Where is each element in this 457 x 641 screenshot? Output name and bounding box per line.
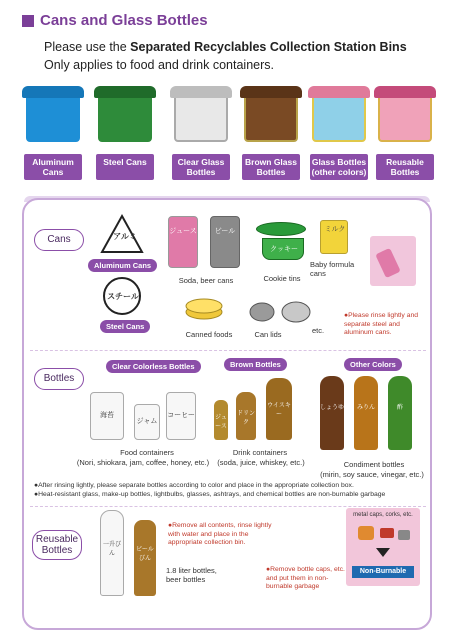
bin-aluminum-lid [22,86,84,98]
brown-text-3: ウイスキー [267,403,291,418]
bin-other-glass-lid [308,86,370,98]
can-lids-icon [248,298,318,328]
reusable-note-1: ● Remove all contents, rinse lightly with water and place in the appropriate collection bin. [168,522,278,548]
non-burnable-label: Non-Burnable [352,566,414,578]
reusable-note-2: ● Remove bottle caps, etc. and put them in non-burnable garbage [266,566,346,592]
soda-can-text: ジュース [169,228,197,235]
pill-aluminum-cans: Aluminum Cans [88,259,157,272]
bin-brown-glass-lid [240,86,302,98]
caption-drink-detail: (soda, juice, whiskey, etc.) [217,458,305,467]
pill-brown-bottles: Brown Bottles [224,358,287,371]
other-text-1: しょうゆ [320,405,345,411]
divider-2 [30,506,426,507]
caption-cookie: Cookie tins [263,274,301,283]
pill-steel-cans: Steel Cans [100,320,150,333]
caption-food: Food containers [120,448,174,457]
caption-food-detail: (Nori, shiokara, jam, coffee, honey, etc.) [76,458,210,467]
caption-etc: etc. [311,326,325,335]
subtitle-prefix: Please use the [44,40,131,54]
bin-reusable-lid [374,86,436,98]
subtitle-bold: Separated Recyclables Collection Station Bins [130,40,407,54]
jar-text-jam: ジャム [136,418,158,425]
caps-corks-caption: metal caps, corks, etc. [353,512,413,518]
caption-lids: Can lids [254,330,282,339]
bin-aluminum-body [26,92,80,142]
baby-can-text: ミルク [324,226,346,233]
caption-reusable: 1.8 liter bottles, beer bottles [166,566,217,584]
pill-clear-bottles: Clear Colorless Bottles [106,360,201,373]
beer-bottle-illustration [134,520,156,596]
bin-clear-glass-lid [170,86,232,98]
caption-canned: Canned foods [185,330,233,339]
bin-reusable-body [378,92,432,142]
rinse-can-illustration [370,236,416,286]
bin-other-glass-label: Glass Bottles (other colors) [310,154,368,180]
steel-mark-text: スチール [107,292,139,301]
brown-text-2: ドリンク [236,411,255,426]
section-label-cans: Cans [34,229,84,251]
arrow-down-icon [376,548,390,557]
section-label-reusable [32,530,82,560]
baby-formula-can-illustration [320,220,348,254]
caption-baby: Baby formula cans [310,260,355,278]
cookie-tin-text: クッキー [270,246,298,253]
other-text-2: みりん [356,405,375,411]
caption-condiment: Condiment bottles [343,460,405,469]
metal-cap-icon [380,528,394,538]
section-label-bottles: Bottles [34,368,84,390]
caption-soda-beer: Soda, beer cans [178,276,234,285]
bin-reusable-label: Reusable Bottles [376,154,434,180]
divider-1 [30,350,426,351]
sake-bottle-illustration [100,510,124,596]
clear-jar-jam [134,404,160,440]
aluminum-mark-text: アルミ [113,232,137,241]
bottles-note-1: ● After rinsing lightly, please separate bottles according to color and place in the appropriate collection box. [34,482,430,491]
beer-can-illustration [210,216,240,268]
cookie-tin-lid-illustration [256,222,306,236]
canned-food-icon [184,298,224,328]
soda-can-illustration [168,216,198,268]
clear-jar-nori [90,392,124,440]
subtitle-line-2: Only applies to food and drink containers. [44,58,274,72]
bin-steel-label: Steel Cans [96,154,154,180]
brown-bottle-whiskey [266,378,292,440]
page-title: Cans and Glass Bottles [40,12,208,29]
pill-other-colors: Other Colors [344,358,402,371]
bin-clear-glass-body [174,92,228,142]
brown-bottle-medium [236,392,256,440]
header-square-icon [22,15,34,27]
brown-text-1: ジュース [215,415,227,430]
mirin-bottle [354,376,378,450]
reusable-label-line-1: Reusable [35,534,79,545]
cans-note: ● Please rinse lightly and separate steel and aluminum cans. [344,312,428,338]
sake-bottle-text: 一升びん [102,542,121,557]
beer-bottle-text: ビールびん [136,547,154,562]
clear-jar-coffee [166,392,196,440]
bin-clear-glass-label: Clear Glass Bottles [172,154,230,180]
jar-text-coffee: コーヒー [167,412,195,419]
rinse-can-icon [375,248,400,278]
bin-row [20,86,440,186]
bin-brown-glass-label: Brown Glass Bottles [242,154,300,180]
subtitle-line-1 [44,40,407,54]
cookie-tin-illustration [262,238,304,260]
brown-bottle-small [214,400,228,440]
bottles-note-2: ● Heat-resistant glass, make-up bottles, lightbulbs, glasses, ashtrays, and chemical bottles are non-burnable garbage [34,491,430,500]
bin-steel-lid [94,86,156,98]
vinegar-bottle [388,376,412,450]
bin-other-glass-body [312,92,366,142]
caption-drink: Drink containers [232,448,288,457]
bin-aluminum-label: Aluminum Cans [24,154,82,180]
jar-text-nori: 海苔 [100,412,114,419]
reusable-label-line-2: Bottles [41,545,73,556]
caption-condiment-detail: (mirin, soy sauce, vinegar, etc.) [320,470,424,479]
bin-steel-body [98,92,152,142]
cork-icon [358,526,374,540]
bin-brown-glass-body [244,92,298,142]
beer-can-text: ビール [214,228,236,235]
lid-icon [398,530,410,540]
non-burnable-box [346,508,420,586]
soy-sauce-bottle [320,376,344,450]
other-text-3: 酢 [396,405,403,411]
